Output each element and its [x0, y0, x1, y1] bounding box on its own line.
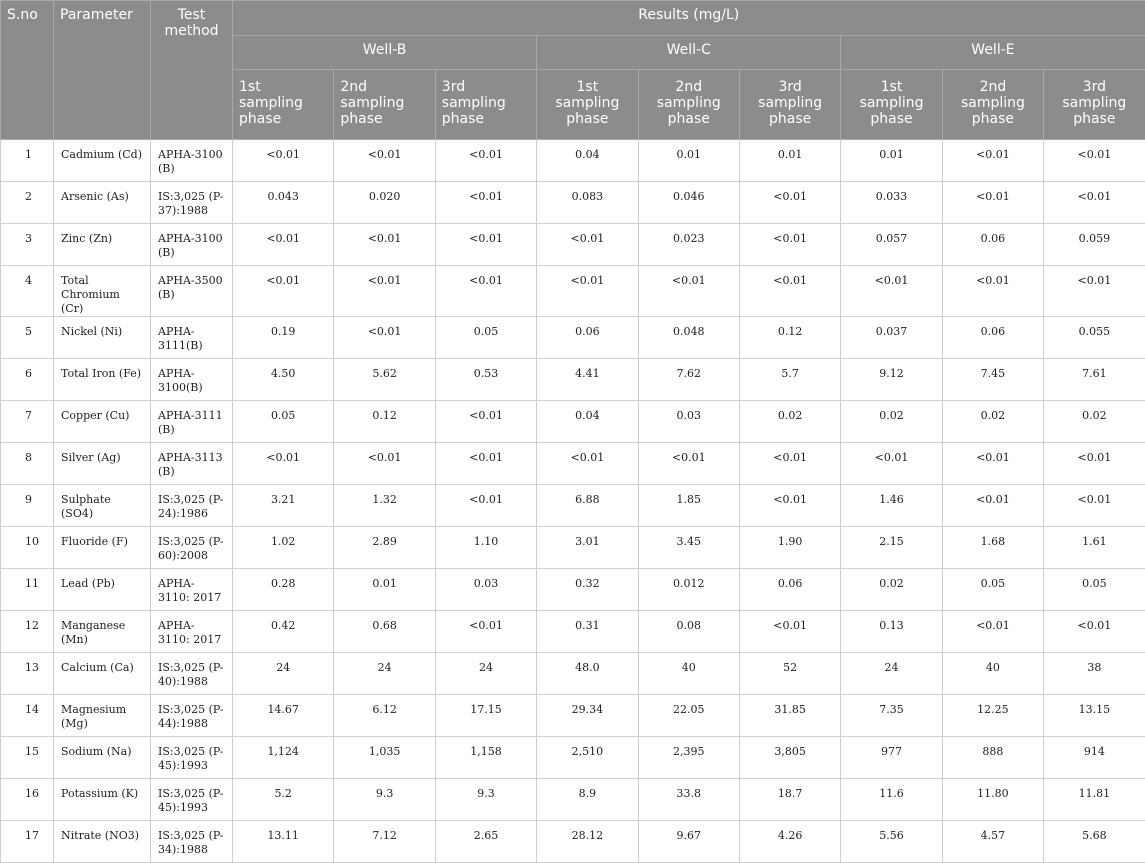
cell-result-value: 0.06 — [537, 317, 638, 359]
header-well-e-phase-2: 2nd sampling phase — [942, 70, 1043, 140]
cell-test-method: IS:3,025 (P-37):1988 — [151, 182, 233, 224]
cell-result-value: <0.01 — [942, 611, 1043, 653]
header-parameter: Parameter — [54, 1, 151, 140]
cell-result-value: 0.055 — [1044, 317, 1145, 359]
cell-result-value: 38 — [1044, 653, 1145, 695]
cell-result-value: <0.01 — [942, 266, 1043, 317]
table-row — [1, 737, 1145, 779]
table-row — [1, 611, 1145, 653]
cell-result-value: 0.03 — [435, 569, 536, 611]
header-sno: S.no — [1, 1, 54, 140]
cell-result-value: 0.03 — [638, 401, 739, 443]
cell-result-value: 9.3 — [334, 779, 435, 821]
cell-result-value: 0.06 — [739, 569, 840, 611]
cell-result-value: 7.35 — [841, 695, 942, 737]
cell-result-value: <0.01 — [334, 140, 435, 182]
cell-result-value: 0.05 — [1044, 569, 1145, 611]
cell-result-value: 0.02 — [841, 569, 942, 611]
cell-result-value: 0.083 — [537, 182, 638, 224]
cell-result-value: 0.32 — [537, 569, 638, 611]
cell-result-value: 0.04 — [537, 401, 638, 443]
cell-result-value: 0.02 — [739, 401, 840, 443]
cell-result-value: 0.02 — [942, 401, 1043, 443]
cell-result-value: 0.53 — [435, 359, 536, 401]
cell-result-value: <0.01 — [435, 611, 536, 653]
cell-sno: 6 — [1, 359, 54, 401]
cell-result-value: 0.08 — [638, 611, 739, 653]
table-row — [1, 182, 1145, 224]
cell-test-method: IS:3,025 (P-45):1993 — [151, 779, 233, 821]
table-header — [1, 1, 1145, 140]
header-well-b-phase-2: 2nd sampling phase — [334, 70, 435, 140]
table-row — [1, 224, 1145, 266]
cell-result-value: 0.023 — [638, 224, 739, 266]
cell-test-method: IS:3,025 (P-45):1993 — [151, 737, 233, 779]
cell-parameter: Sodium (Na) — [54, 737, 151, 779]
cell-result-value: 0.057 — [841, 224, 942, 266]
cell-parameter: Zinc (Zn) — [54, 224, 151, 266]
cell-result-value: 5.68 — [1044, 821, 1145, 863]
cell-result-value: 0.04 — [537, 140, 638, 182]
cell-test-method: APHA-3100 (B) — [151, 140, 233, 182]
cell-sno: 5 — [1, 317, 54, 359]
cell-result-value: <0.01 — [334, 317, 435, 359]
header-well-b: Well-B — [233, 36, 537, 70]
table-row — [1, 569, 1145, 611]
cell-result-value: <0.01 — [942, 140, 1043, 182]
header-well-c-phase-1: 1st sampling phase — [537, 70, 638, 140]
cell-test-method: APHA-3100(B) — [151, 359, 233, 401]
cell-result-value: 24 — [435, 653, 536, 695]
cell-result-value: <0.01 — [841, 266, 942, 317]
cell-result-value: 2,510 — [537, 737, 638, 779]
cell-sno: 9 — [1, 485, 54, 527]
cell-sno: 8 — [1, 443, 54, 485]
header-well-e-phase-3: 3rd sampling phase — [1044, 70, 1145, 140]
table-row — [1, 527, 1145, 569]
cell-result-value: 0.06 — [942, 317, 1043, 359]
cell-parameter: Lead (Pb) — [54, 569, 151, 611]
cell-test-method: APHA-3100 (B) — [151, 224, 233, 266]
cell-result-value: 31.85 — [739, 695, 840, 737]
cell-sno: 10 — [1, 527, 54, 569]
cell-sno: 4 — [1, 266, 54, 317]
cell-result-value: <0.01 — [537, 224, 638, 266]
cell-result-value: 0.037 — [841, 317, 942, 359]
cell-result-value: <0.01 — [942, 485, 1043, 527]
cell-result-value: <0.01 — [233, 224, 334, 266]
cell-result-value: <0.01 — [739, 443, 840, 485]
cell-result-value: <0.01 — [537, 266, 638, 317]
cell-result-value: 0.31 — [537, 611, 638, 653]
cell-result-value: 0.046 — [638, 182, 739, 224]
cell-result-value: 0.68 — [334, 611, 435, 653]
cell-parameter: Fluoride (F) — [54, 527, 151, 569]
cell-result-value: <0.01 — [1044, 140, 1145, 182]
cell-result-value: 0.043 — [233, 182, 334, 224]
cell-test-method: APHA-3110: 2017 — [151, 611, 233, 653]
cell-parameter: Nickel (Ni) — [54, 317, 151, 359]
cell-result-value: 0.02 — [1044, 401, 1145, 443]
cell-result-value: <0.01 — [435, 485, 536, 527]
cell-result-value: <0.01 — [1044, 443, 1145, 485]
cell-result-value: 4.50 — [233, 359, 334, 401]
cell-result-value: 0.012 — [638, 569, 739, 611]
cell-parameter: Magnesium (Mg) — [54, 695, 151, 737]
cell-result-value: 1.61 — [1044, 527, 1145, 569]
cell-result-value: 0.05 — [435, 317, 536, 359]
table-row — [1, 653, 1145, 695]
cell-result-value: <0.01 — [739, 611, 840, 653]
cell-result-value: 914 — [1044, 737, 1145, 779]
cell-result-value: <0.01 — [435, 266, 536, 317]
header-test-method: Test method — [151, 1, 233, 140]
cell-result-value: <0.01 — [537, 443, 638, 485]
cell-result-value: <0.01 — [638, 443, 739, 485]
cell-result-value: 0.12 — [739, 317, 840, 359]
cell-result-value: <0.01 — [739, 485, 840, 527]
cell-result-value: <0.01 — [435, 182, 536, 224]
cell-result-value: 0.02 — [841, 401, 942, 443]
cell-test-method: APHA-3500 (B) — [151, 266, 233, 317]
table-row — [1, 821, 1145, 863]
cell-result-value: 3,805 — [739, 737, 840, 779]
cell-result-value: <0.01 — [942, 182, 1043, 224]
cell-result-value: <0.01 — [435, 224, 536, 266]
cell-result-value: 11.81 — [1044, 779, 1145, 821]
cell-result-value: <0.01 — [334, 224, 435, 266]
cell-parameter: Copper (Cu) — [54, 401, 151, 443]
cell-sno: 16 — [1, 779, 54, 821]
cell-result-value: 33.8 — [638, 779, 739, 821]
cell-result-value: <0.01 — [1044, 611, 1145, 653]
cell-result-value: 3.45 — [638, 527, 739, 569]
cell-result-value: 7.12 — [334, 821, 435, 863]
cell-result-value: <0.01 — [233, 443, 334, 485]
cell-result-value: 2.65 — [435, 821, 536, 863]
cell-parameter: Total Iron (Fe) — [54, 359, 151, 401]
cell-result-value: 7.62 — [638, 359, 739, 401]
cell-result-value: 0.05 — [942, 569, 1043, 611]
cell-result-value: 52 — [739, 653, 840, 695]
header-well-e: Well-E — [841, 36, 1145, 70]
cell-result-value: 22.05 — [638, 695, 739, 737]
cell-result-value: <0.01 — [233, 266, 334, 317]
table-row — [1, 266, 1145, 317]
cell-result-value: 0.42 — [233, 611, 334, 653]
cell-result-value: 0.01 — [841, 140, 942, 182]
header-well-c: Well-C — [537, 36, 841, 70]
cell-result-value: <0.01 — [942, 443, 1043, 485]
cell-result-value: 24 — [334, 653, 435, 695]
table-body — [1, 140, 1145, 863]
cell-result-value: 1.90 — [739, 527, 840, 569]
cell-result-value: 2.89 — [334, 527, 435, 569]
cell-sno: 2 — [1, 182, 54, 224]
table-row — [1, 140, 1145, 182]
cell-sno: 13 — [1, 653, 54, 695]
cell-test-method: APHA-3110: 2017 — [151, 569, 233, 611]
cell-parameter: Cadmium (Cd) — [54, 140, 151, 182]
cell-result-value: 0.01 — [638, 140, 739, 182]
cell-result-value: 11.80 — [942, 779, 1043, 821]
cell-result-value: 4.57 — [942, 821, 1043, 863]
cell-test-method: IS:3,025 (P-40):1988 — [151, 653, 233, 695]
table-row — [1, 401, 1145, 443]
cell-test-method: APHA-3111 (B) — [151, 401, 233, 443]
cell-result-value: 0.048 — [638, 317, 739, 359]
cell-result-value: <0.01 — [1044, 182, 1145, 224]
cell-result-value: 1.46 — [841, 485, 942, 527]
cell-result-value: <0.01 — [435, 401, 536, 443]
cell-test-method: APHA-3113 (B) — [151, 443, 233, 485]
table-row — [1, 443, 1145, 485]
cell-result-value: 5.2 — [233, 779, 334, 821]
cell-sno: 14 — [1, 695, 54, 737]
cell-result-value: 0.020 — [334, 182, 435, 224]
cell-test-method: IS:3,025 (P-44):1988 — [151, 695, 233, 737]
cell-result-value: 1,035 — [334, 737, 435, 779]
cell-result-value: 1.10 — [435, 527, 536, 569]
cell-result-value: 0.059 — [1044, 224, 1145, 266]
cell-result-value: 0.12 — [334, 401, 435, 443]
cell-result-value: 12.25 — [942, 695, 1043, 737]
cell-result-value: 5.62 — [334, 359, 435, 401]
cell-result-value: 24 — [841, 653, 942, 695]
cell-result-value: 0.01 — [334, 569, 435, 611]
table-row — [1, 695, 1145, 737]
table-row — [1, 317, 1145, 359]
cell-result-value: 7.61 — [1044, 359, 1145, 401]
cell-test-method: IS:3,025 (P-60):2008 — [151, 527, 233, 569]
header-results: Results (mg/L) — [233, 1, 1145, 36]
cell-result-value: 6.12 — [334, 695, 435, 737]
cell-result-value: 3.01 — [537, 527, 638, 569]
header-well-e-phase-1: 1st sampling phase — [841, 70, 942, 140]
cell-result-value: <0.01 — [638, 266, 739, 317]
cell-result-value: 2,395 — [638, 737, 739, 779]
cell-result-value: 0.19 — [233, 317, 334, 359]
cell-parameter: Calcium (Ca) — [54, 653, 151, 695]
cell-result-value: 9.67 — [638, 821, 739, 863]
cell-result-value: <0.01 — [1044, 266, 1145, 317]
cell-result-value: <0.01 — [739, 266, 840, 317]
cell-result-value: 1.32 — [334, 485, 435, 527]
cell-sno: 15 — [1, 737, 54, 779]
cell-result-value: 7.45 — [942, 359, 1043, 401]
cell-result-value: 24 — [233, 653, 334, 695]
header-well-c-phase-3: 3rd sampling phase — [739, 70, 840, 140]
header-well-c-phase-2: 2nd sampling phase — [638, 70, 739, 140]
cell-result-value: 1.02 — [233, 527, 334, 569]
cell-parameter: Sulphate (SO4) — [54, 485, 151, 527]
cell-result-value: 2.15 — [841, 527, 942, 569]
cell-result-value: 48.0 — [537, 653, 638, 695]
header-well-b-phase-3: 3rd sampling phase — [435, 70, 536, 140]
cell-sno: 11 — [1, 569, 54, 611]
cell-result-value: 1.68 — [942, 527, 1043, 569]
cell-result-value: <0.01 — [435, 443, 536, 485]
cell-sno: 12 — [1, 611, 54, 653]
cell-result-value: 4.26 — [739, 821, 840, 863]
cell-parameter: Potassium (K) — [54, 779, 151, 821]
cell-parameter: Silver (Ag) — [54, 443, 151, 485]
cell-result-value: 0.06 — [942, 224, 1043, 266]
cell-parameter: Manganese (Mn) — [54, 611, 151, 653]
table-row — [1, 359, 1145, 401]
cell-result-value: 17.15 — [435, 695, 536, 737]
header-well-b-phase-1: 1st sampling phase — [233, 70, 334, 140]
cell-result-value: <0.01 — [233, 140, 334, 182]
cell-result-value: 40 — [942, 653, 1043, 695]
cell-result-value: 28.12 — [537, 821, 638, 863]
cell-result-value: 6.88 — [537, 485, 638, 527]
cell-result-value: 13.15 — [1044, 695, 1145, 737]
cell-result-value: 1,158 — [435, 737, 536, 779]
cell-result-value: 0.05 — [233, 401, 334, 443]
cell-sno: 7 — [1, 401, 54, 443]
cell-result-value: 18.7 — [739, 779, 840, 821]
cell-result-value: 5.56 — [841, 821, 942, 863]
cell-test-method: IS:3,025 (P-34):1988 — [151, 821, 233, 863]
cell-parameter: Arsenic (As) — [54, 182, 151, 224]
cell-result-value: 40 — [638, 653, 739, 695]
cell-result-value: 888 — [942, 737, 1043, 779]
cell-result-value: <0.01 — [739, 182, 840, 224]
cell-sno: 1 — [1, 140, 54, 182]
cell-result-value: 977 — [841, 737, 942, 779]
cell-result-value: 0.033 — [841, 182, 942, 224]
cell-result-value: 13.11 — [233, 821, 334, 863]
cell-sno: 3 — [1, 224, 54, 266]
cell-sno: 17 — [1, 821, 54, 863]
cell-result-value: <0.01 — [334, 266, 435, 317]
cell-result-value: 8.9 — [537, 779, 638, 821]
cell-parameter: Nitrate (NO3) — [54, 821, 151, 863]
cell-test-method: IS:3,025 (P-24):1986 — [151, 485, 233, 527]
cell-result-value: 4.41 — [537, 359, 638, 401]
cell-result-value: <0.01 — [739, 224, 840, 266]
cell-test-method: APHA-3111(B) — [151, 317, 233, 359]
cell-result-value: 29.34 — [537, 695, 638, 737]
cell-result-value: <0.01 — [841, 443, 942, 485]
cell-result-value: 5.7 — [739, 359, 840, 401]
cell-result-value: <0.01 — [1044, 485, 1145, 527]
cell-result-value: 9.12 — [841, 359, 942, 401]
cell-result-value: 3.21 — [233, 485, 334, 527]
table-row — [1, 485, 1145, 527]
cell-result-value: 0.13 — [841, 611, 942, 653]
cell-result-value: 9.3 — [435, 779, 536, 821]
cell-result-value: <0.01 — [435, 140, 536, 182]
table-row — [1, 779, 1145, 821]
cell-result-value: 11.6 — [841, 779, 942, 821]
cell-parameter: Total Chromium (Cr) — [54, 266, 151, 317]
cell-result-value: <0.01 — [334, 443, 435, 485]
cell-result-value: 14.67 — [233, 695, 334, 737]
cell-result-value: 1,124 — [233, 737, 334, 779]
cell-result-value: 0.01 — [739, 140, 840, 182]
cell-result-value: 0.28 — [233, 569, 334, 611]
cell-result-value: 1.85 — [638, 485, 739, 527]
